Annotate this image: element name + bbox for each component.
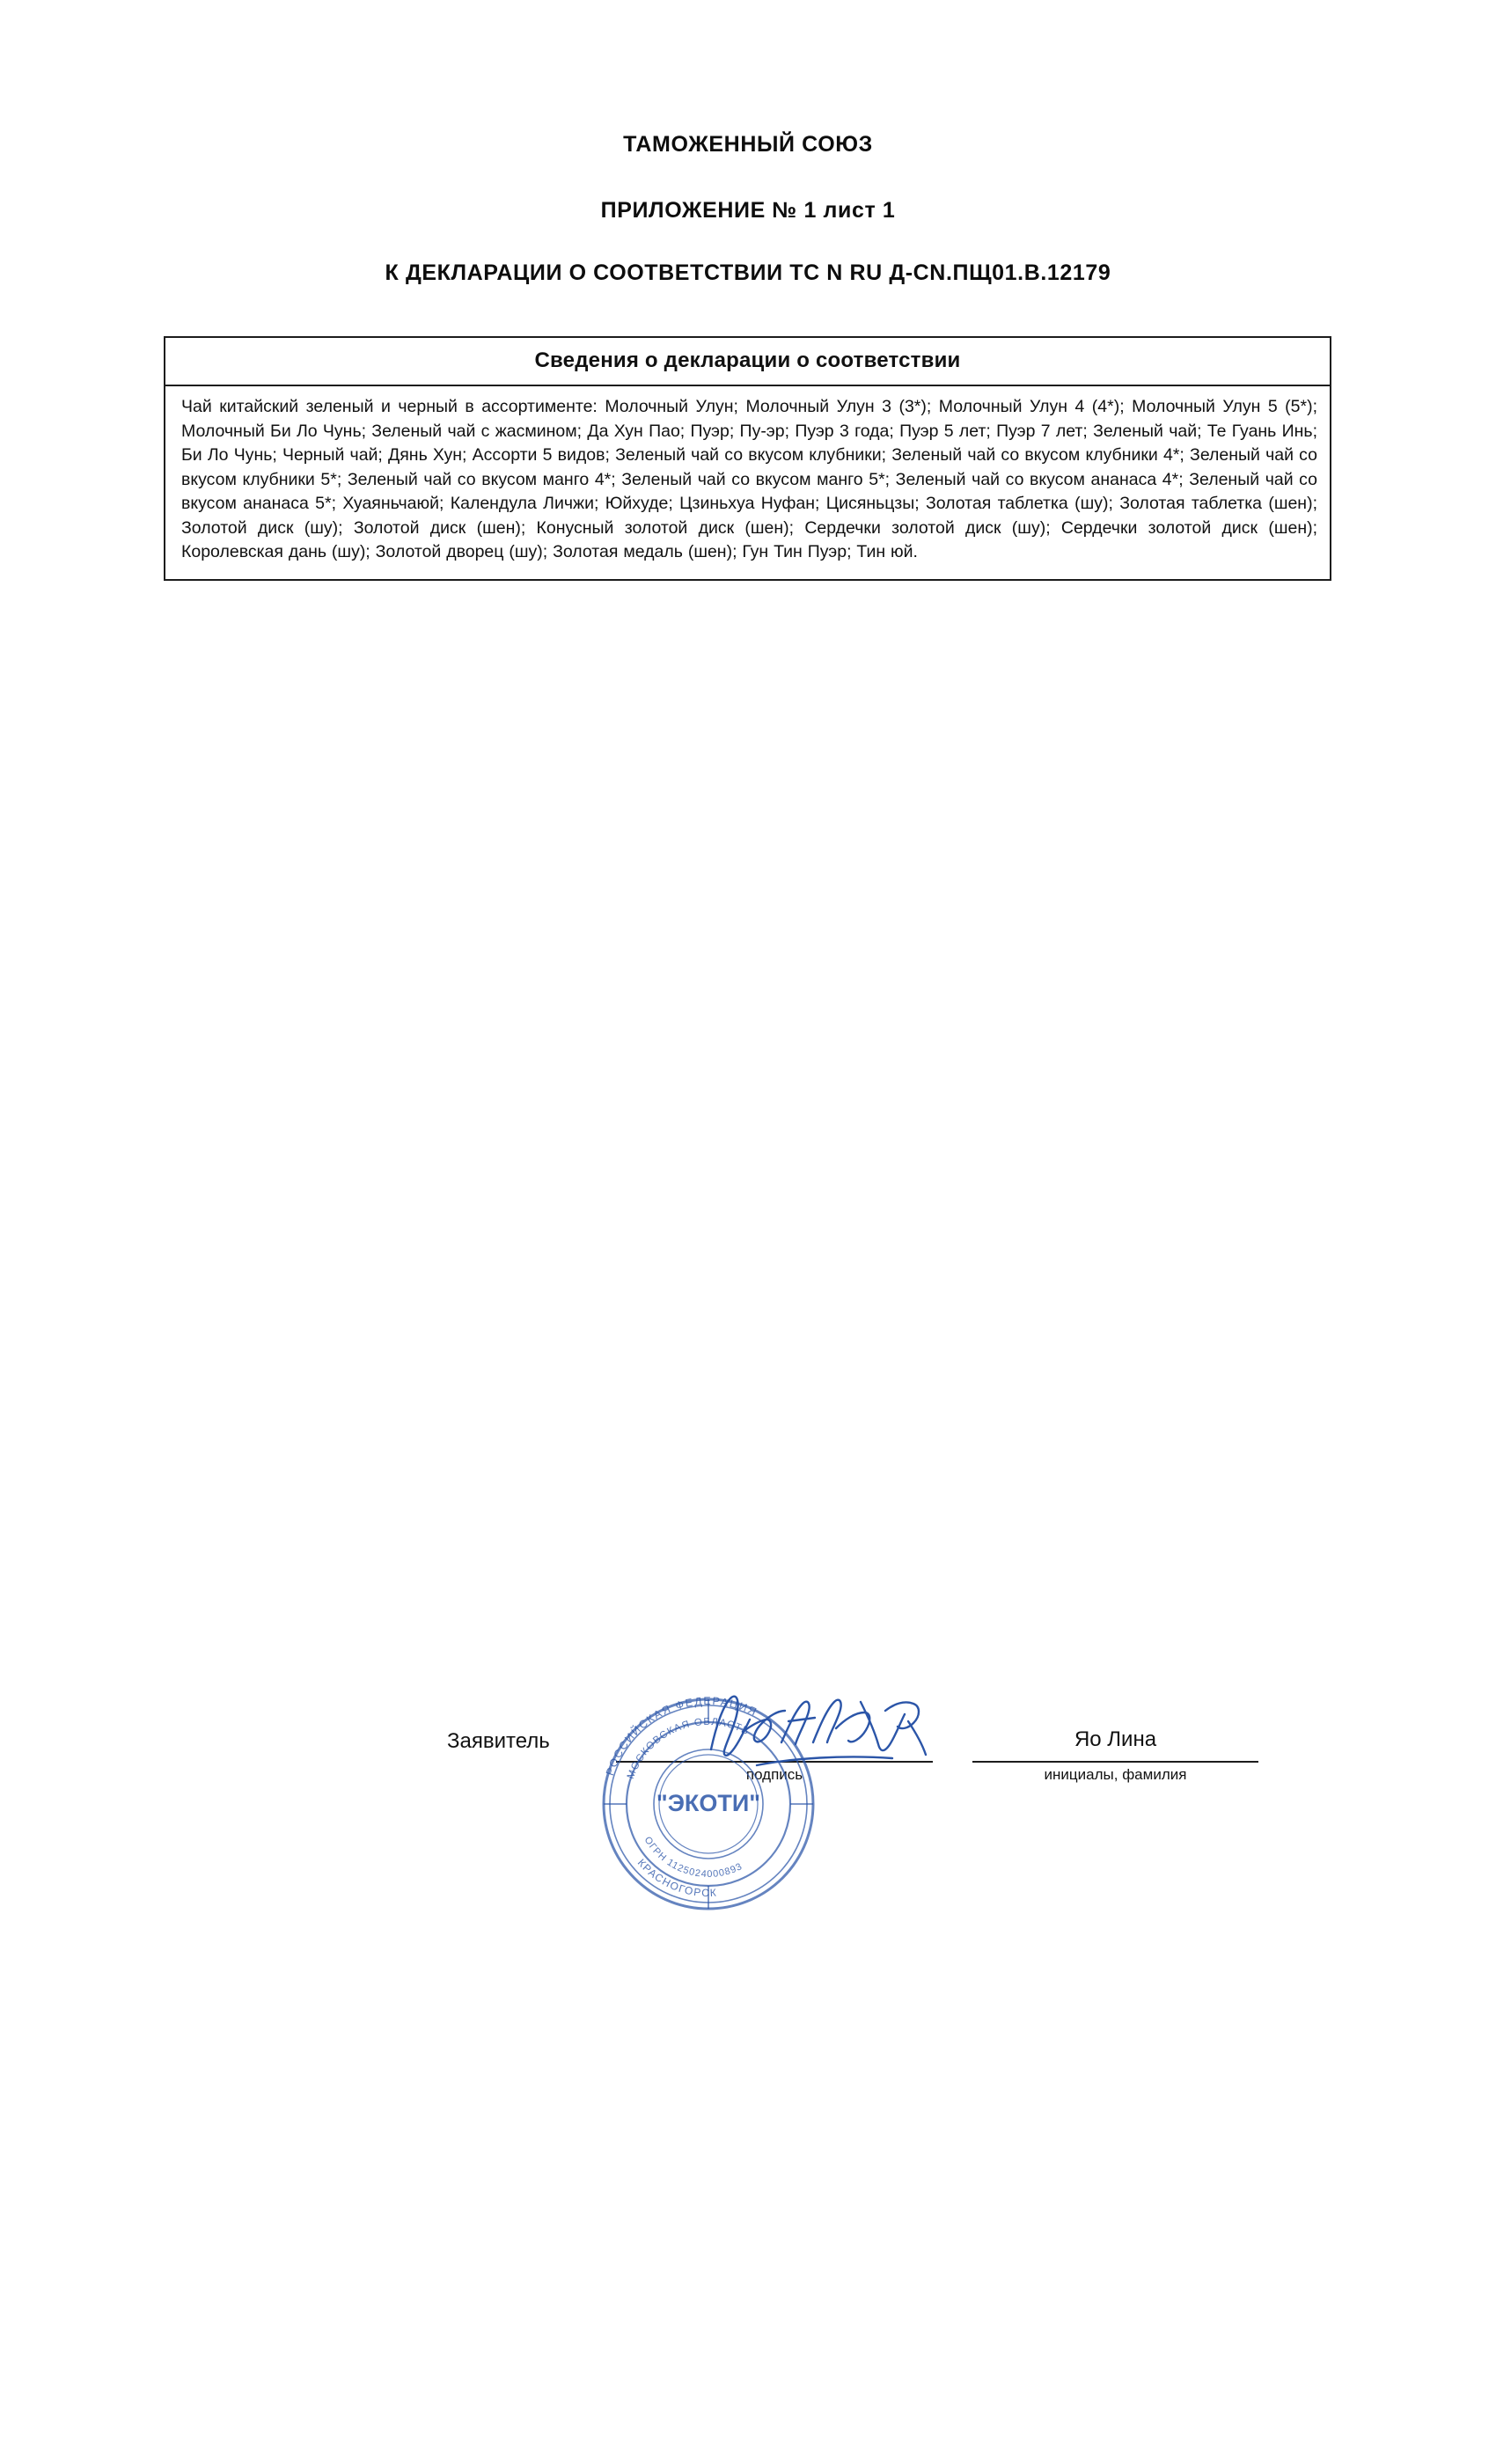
svg-text:КРАСНОГОРСК: КРАСНОГОРСК — [634, 1856, 718, 1900]
signature-caption: подпись — [745, 1766, 803, 1783]
applicant-label: Заявитель — [447, 1729, 550, 1753]
table-title: Сведения о декларации о соответствии — [165, 338, 1330, 386]
signature-area — [0, 1695, 1496, 2081]
svg-text:ОГРН 1125024000893: ОГРН 1125024000893 — [642, 1835, 744, 1881]
name-caption: инициалы, фамилия — [1044, 1766, 1187, 1783]
header-line-declaration-number: К ДЕКЛАРАЦИИ О СООТВЕТСТВИИ ТС N RU Д-CN.ПЩ01.В.12179 — [385, 260, 1111, 285]
signature-line — [616, 1761, 933, 1763]
table-body-product-list: Чай китайский зеленый и черный в ассортименте: Молочный Улун; Молочный Улун 3 (3*); Молочный Улун 4 (4*); Молочный Улун 5 (5*); Молочный Би Ло Чунь; Зеленый чай с жасмином; Да Хун Пао; Пуэр; Пу-эр; Пуэр 3 года; Пуэр 5 лет; Пуэр 7 лет; Зеленый чай; Те Гуань Инь; Би Ло Чунь; Черный чай; Дянь Хун; Ассорти 5 видов; Зеленый чай со вкусом клубники; Зеленый чай со вкусом клубники 4*; Зеленый чай со вкусом клубники 5*; Зеленый чай со вкусом манго 4*; Зеленый чай со вкусом манго 5*; Зеленый чай со вкусом ананаса 4*; Зеленый чай со вкусом ананаса 5*; Хуаяньчаюй; Календула Личжи; Юйхуде; Цзиньхуа Нуфан; Цисяньцзы; Золотая таблетка (шу); Золотая таблетка (шен); Золотой диск (шу); Золотой диск (шен); Конусный золотой диск (шен); Сердечки золотой диск (шу); Сердечки золотой диск (шен); Королевская дань (шу); Золотой дворец (шу); Золотая медаль (шен); Гун Тин Пуэр; Тин юй. — [181, 397, 1317, 561]
document-header — [0, 132, 1496, 286]
handwritten-signature — [704, 1681, 933, 1778]
header-line-customs-union: ТАМОЖЕННЫЙ СОЮЗ — [623, 132, 873, 157]
name-line — [972, 1761, 1258, 1763]
svg-text:МОСКОВСКАЯ ОБЛАСТЬ: МОСКОВСКАЯ ОБЛАСТЬ — [625, 1716, 752, 1781]
svg-text:РОССИЙСКАЯ ФЕДЕРАЦИЯ: РОССИЙСКАЯ ФЕДЕРАЦИЯ — [603, 1695, 760, 1778]
stamp-center-text: "ЭКОТИ" — [656, 1790, 761, 1816]
header-line-appendix: ПРИЛОЖЕНИЕ № 1 лист 1 — [600, 198, 896, 223]
applicant-name: Яо Лина — [1074, 1727, 1157, 1751]
company-stamp — [581, 1676, 836, 1932]
declaration-info-table — [164, 336, 1331, 581]
